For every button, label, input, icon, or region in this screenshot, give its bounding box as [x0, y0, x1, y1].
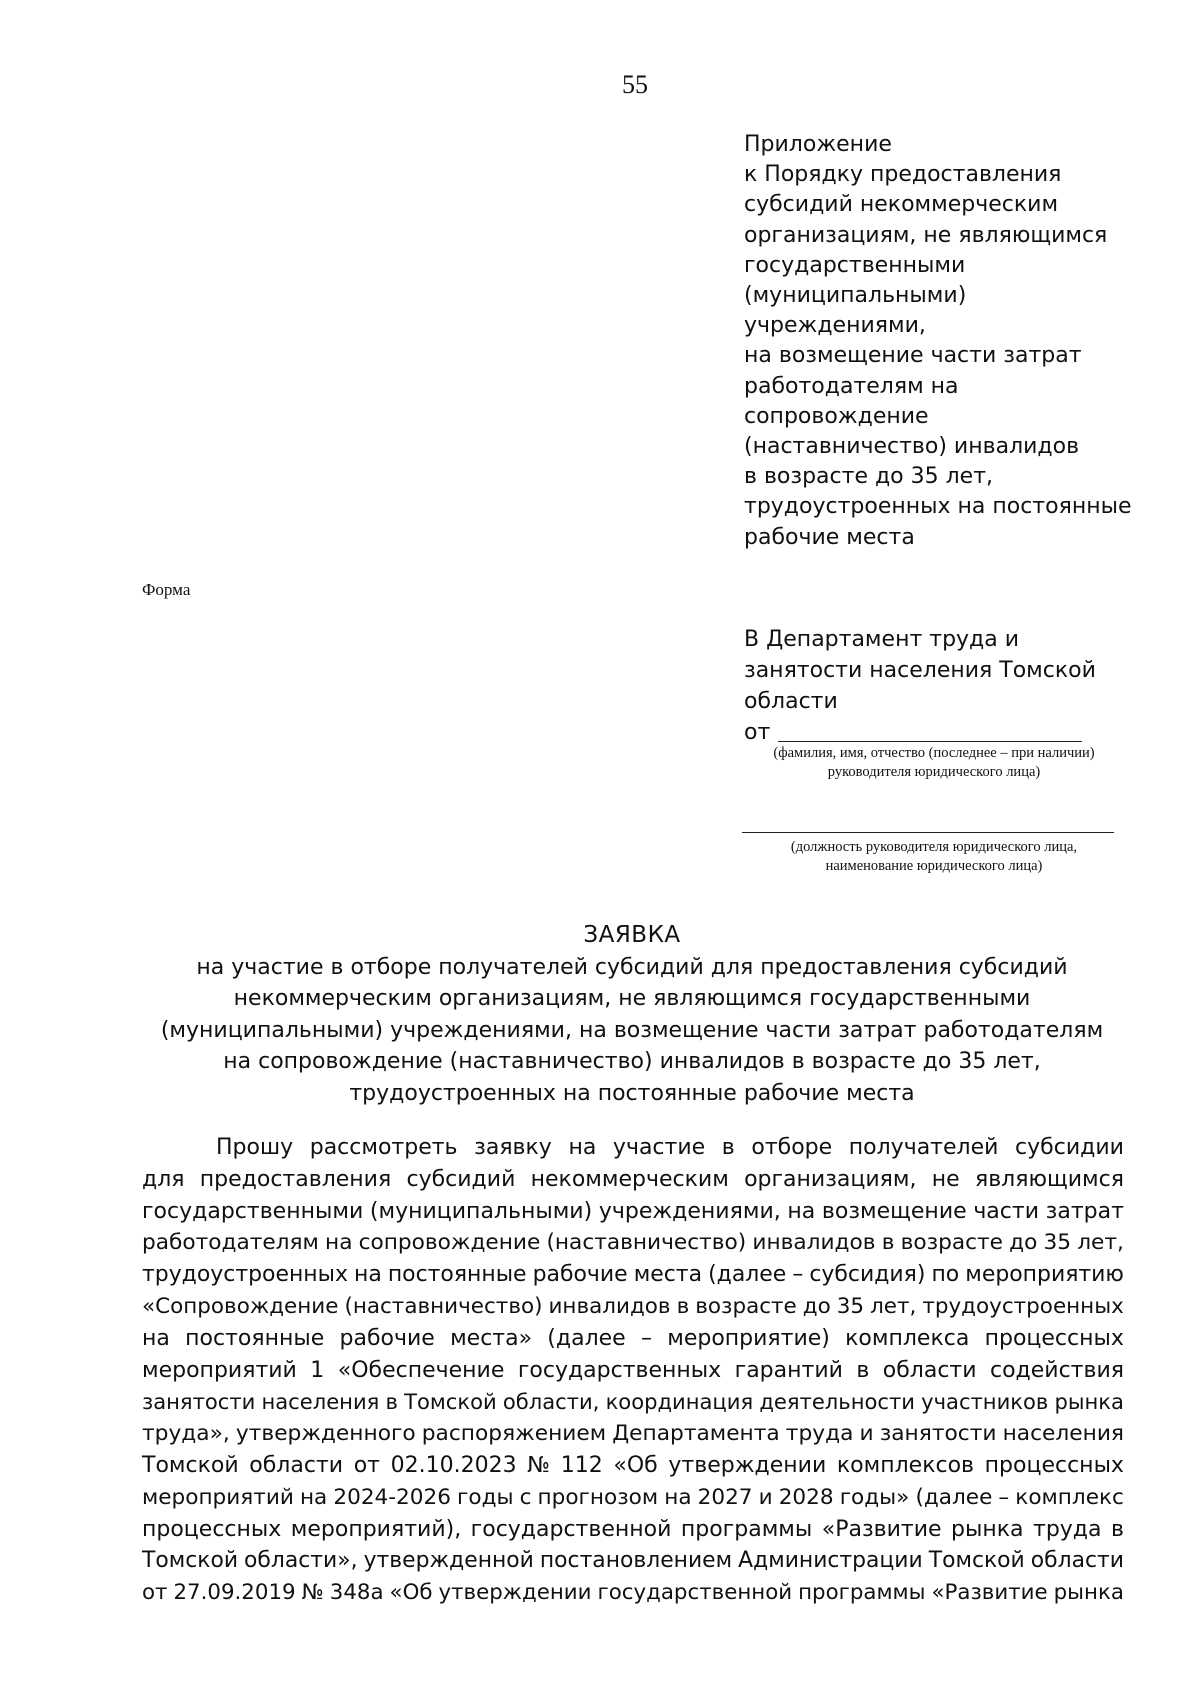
body-word: №	[527, 1452, 551, 1478]
body-word: и	[758, 1484, 773, 1510]
body-word: области,	[502, 1389, 600, 1415]
body-word: инвалидов	[548, 1293, 671, 1319]
body-line	[142, 1355, 1124, 1387]
body-word: лет,	[1077, 1230, 1124, 1256]
body-word: в	[676, 1293, 690, 1319]
body-word: организациям,	[744, 1166, 917, 1192]
body-word: области»,	[244, 1548, 358, 1574]
body-word: в	[385, 1389, 398, 1415]
body-word: возрасте	[695, 1293, 797, 1319]
appendix-header	[744, 130, 1164, 553]
body-word: (далее	[915, 1484, 993, 1510]
position-blank-field[interactable]	[742, 832, 1114, 833]
body-line	[142, 1323, 1124, 1355]
body-word: распоряжением	[421, 1421, 607, 1447]
position-hint	[734, 838, 1134, 876]
appendix-line: (муниципальными)	[744, 283, 967, 309]
body-word: «Об	[613, 1452, 658, 1478]
body-word: возрасте	[900, 1230, 1003, 1256]
body-word: для	[142, 1166, 185, 1192]
body-word: программы	[798, 1580, 926, 1606]
body-word: не	[931, 1166, 960, 1192]
body-word: на	[299, 1484, 328, 1510]
body-word: утверждении	[438, 1580, 592, 1606]
body-word: Томской	[142, 1548, 239, 1574]
body-word: мероприятий	[142, 1484, 294, 1510]
title-line: трудоустроенных на постоянные рабочие места	[349, 1080, 915, 1106]
body-word: 35	[836, 1293, 865, 1319]
body-word: и	[859, 1421, 874, 1447]
body-word: (далее	[547, 1325, 626, 1351]
body-word: занятости	[142, 1389, 256, 1415]
from-blank-field[interactable]	[778, 717, 1082, 742]
body-word: до	[1009, 1230, 1038, 1256]
addressee-line: В Департамент труда и	[744, 627, 1020, 652]
body-word: работодателям	[142, 1230, 319, 1256]
body-word: на	[142, 1325, 170, 1351]
body-word: от	[353, 1452, 380, 1478]
body-word: гарантий	[734, 1357, 843, 1383]
body-word: от	[142, 1580, 168, 1606]
body-line	[142, 1196, 1124, 1228]
hint-line: руководителя юридического лица)	[827, 764, 1041, 780]
appendix-line: рабочие места	[744, 524, 915, 550]
body-word: Томской	[928, 1548, 1025, 1574]
document-title	[140, 920, 1124, 1109]
body-word: труда	[785, 1421, 854, 1447]
body-line	[142, 1164, 1124, 1196]
body-word: части	[973, 1198, 1040, 1224]
body-word: лет,	[870, 1293, 917, 1319]
hint-line: (фамилия, имя, отчество (последнее – при наличии)	[773, 745, 1095, 761]
body-word: 27.09.2019	[173, 1580, 296, 1606]
body-word: деятельности	[759, 1389, 915, 1415]
body-word: содействия	[989, 1357, 1124, 1383]
body-word: мероприятий),	[290, 1516, 462, 1542]
body-word: места	[633, 1262, 703, 1288]
body-word: Департамента	[612, 1421, 780, 1447]
body-word: государственной	[597, 1580, 793, 1606]
body-word: государственной	[470, 1516, 672, 1542]
body-word: «Обеспечение	[337, 1357, 505, 1383]
addressee-line: области	[744, 689, 838, 714]
body-word: 35	[1043, 1230, 1072, 1256]
body-word: Администрации	[738, 1548, 923, 1574]
appendix-line: государственными	[744, 252, 966, 278]
body-word: комплекса	[845, 1325, 970, 1351]
body-word: инвалидов	[752, 1230, 876, 1256]
body-paragraph	[142, 1132, 1124, 1609]
body-line	[142, 1259, 1124, 1291]
body-word: 348а	[329, 1580, 384, 1606]
body-word: Томской	[142, 1452, 239, 1478]
body-line	[142, 1386, 1124, 1418]
body-word: (наставничество)	[546, 1230, 747, 1256]
body-word: предоставления	[199, 1166, 392, 1192]
body-word: мероприятию	[965, 1262, 1124, 1288]
body-word: сопровождение	[358, 1230, 541, 1256]
body-word: возмещение	[821, 1198, 967, 1224]
body-word: в	[881, 1230, 895, 1256]
body-word: рабочие	[532, 1262, 628, 1288]
body-line	[142, 1545, 1124, 1577]
appendix-line: работодателям на	[744, 373, 959, 399]
hint-line: (должность руководителя юридического лица,	[790, 839, 1078, 855]
appendix-line: в возрасте до 35 лет,	[744, 464, 994, 490]
body-word: затрат	[1045, 1198, 1124, 1224]
body-word: на	[568, 1135, 597, 1160]
body-line	[142, 1482, 1124, 1514]
body-word: (далее	[708, 1262, 787, 1288]
body-word: участие	[612, 1135, 706, 1160]
addressee-line: занятости населения Томской	[744, 658, 1096, 683]
body-word: постоянные	[387, 1262, 527, 1288]
body-word: в	[856, 1357, 870, 1383]
body-word: на	[325, 1230, 353, 1256]
body-word: области	[249, 1452, 344, 1478]
appendix-line: трудоустроенных на постоянные	[744, 494, 1132, 520]
body-word: получателей	[848, 1135, 999, 1160]
body-line	[142, 1291, 1124, 1323]
body-word: координация	[605, 1389, 754, 1415]
body-word: мероприятий	[142, 1357, 297, 1383]
body-word: места»	[450, 1325, 533, 1351]
body-word: утвержденной	[363, 1548, 534, 1574]
body-word: «Развитие	[931, 1580, 1048, 1606]
body-word: на	[353, 1262, 382, 1288]
appendix-line: сопровождение	[744, 403, 929, 429]
body-word: на	[664, 1484, 692, 1510]
body-word: населения	[261, 1389, 380, 1415]
body-word: населения	[1002, 1421, 1124, 1447]
body-word: 02.10.2023	[390, 1452, 517, 1478]
body-line	[142, 1577, 1124, 1609]
body-word: «Развитие	[821, 1516, 942, 1542]
body-word: (наставничество)	[344, 1293, 543, 1319]
appendix-line: организациям, не являющимся	[744, 222, 1108, 248]
body-word: на	[787, 1198, 816, 1224]
body-word: по	[931, 1262, 960, 1288]
body-word: области	[1030, 1548, 1124, 1574]
from-prefix: от	[744, 720, 771, 745]
body-word: годы	[457, 1484, 514, 1510]
page-number: 55	[622, 70, 648, 99]
body-line	[142, 1227, 1124, 1259]
body-word: комплекс	[1015, 1484, 1124, 1510]
body-word: с	[519, 1484, 532, 1510]
form-label: Форма	[142, 580, 191, 599]
appendix-line: учреждениями,	[744, 313, 926, 339]
body-word: труда	[1033, 1516, 1102, 1542]
body-word: трудоустроенных	[922, 1293, 1124, 1319]
body-word: утвержденного	[235, 1421, 416, 1447]
body-word: процессных	[142, 1516, 282, 1542]
body-word: «Об	[389, 1580, 433, 1606]
body-word: «Сопровождение	[142, 1293, 339, 1319]
body-word: процессных	[984, 1325, 1124, 1351]
body-word: рынка	[951, 1516, 1024, 1542]
body-word: до	[802, 1293, 831, 1319]
body-word: трудоустроенных	[142, 1262, 348, 1288]
body-word: субсидия)	[809, 1262, 926, 1288]
title-main: ЗАЯВКА	[583, 922, 681, 948]
body-word: занятости	[879, 1421, 997, 1447]
addressee-block	[744, 624, 1124, 748]
body-word: участников	[921, 1389, 1049, 1415]
appendix-line: (наставничество) инвалидов	[744, 434, 1080, 460]
body-word: рынка	[1053, 1580, 1124, 1606]
body-word: постоянные	[185, 1325, 325, 1351]
body-line	[142, 1418, 1124, 1450]
body-word: комплексов	[836, 1452, 975, 1478]
body-word: отборе	[751, 1135, 833, 1160]
body-word: учреждениями,	[598, 1198, 781, 1224]
body-word: субсидий	[406, 1166, 516, 1192]
body-word: процессных	[984, 1452, 1124, 1478]
body-word: годы»	[839, 1484, 910, 1510]
body-word: №	[301, 1580, 324, 1606]
body-word: являющимся	[974, 1166, 1124, 1192]
body-word: прогнозом	[537, 1484, 659, 1510]
appendix-line: к Порядку предоставления	[744, 162, 1062, 188]
body-word: 2024-2026	[333, 1484, 451, 1510]
body-word: рабочие	[339, 1325, 435, 1351]
title-line: (муниципальными) учреждениями, на возмещение части затрат работодателям	[160, 1017, 1104, 1043]
title-line: на сопровождение (наставничество) инвалидов в возрасте до 35 лет,	[223, 1049, 1041, 1074]
body-word: некоммерческим	[530, 1166, 729, 1192]
body-word: Томской	[404, 1389, 497, 1415]
appendix-line: Приложение	[744, 132, 892, 157]
body-word: в	[1110, 1516, 1124, 1542]
body-word: субсидии	[1015, 1135, 1124, 1160]
body-word: труда»,	[142, 1421, 230, 1447]
body-line	[142, 1450, 1124, 1482]
body-line	[142, 1514, 1124, 1546]
body-word: программы	[680, 1516, 813, 1542]
body-word: мероприятие)	[667, 1325, 830, 1351]
appendix-line: субсидий некоммерческим	[744, 192, 1059, 218]
body-word: 2027	[697, 1484, 753, 1510]
body-word: –	[640, 1325, 652, 1351]
hint-line: наименование юридического лица)	[825, 858, 1043, 874]
body-word: 1	[310, 1357, 325, 1383]
appendix-line: на возмещение части затрат	[744, 343, 1082, 369]
body-word: государственными	[142, 1198, 364, 1224]
body-word: постановлением	[539, 1548, 733, 1574]
title-line: некоммерческим организациям, не являющимся государственными	[233, 986, 1031, 1011]
body-word: –	[998, 1484, 1010, 1510]
body-word: рынка	[1054, 1389, 1124, 1415]
body-word: (муниципальными)	[369, 1198, 593, 1224]
body-word: в	[721, 1135, 735, 1160]
body-word: заявку	[474, 1135, 552, 1160]
body-word: утверждении	[668, 1452, 827, 1478]
body-word: Прошу	[216, 1135, 294, 1160]
body-line	[142, 1132, 1124, 1164]
body-word: рассмотреть	[309, 1135, 458, 1160]
body-word: 112	[560, 1452, 603, 1478]
from-hint	[734, 744, 1134, 782]
body-word: государственных	[517, 1357, 722, 1383]
body-word: –	[792, 1262, 804, 1288]
title-line: на участие в отборе получателей субсидий для предоставления субсидий	[196, 954, 1068, 980]
body-word: области	[882, 1357, 977, 1383]
body-word: 2028	[778, 1484, 834, 1510]
